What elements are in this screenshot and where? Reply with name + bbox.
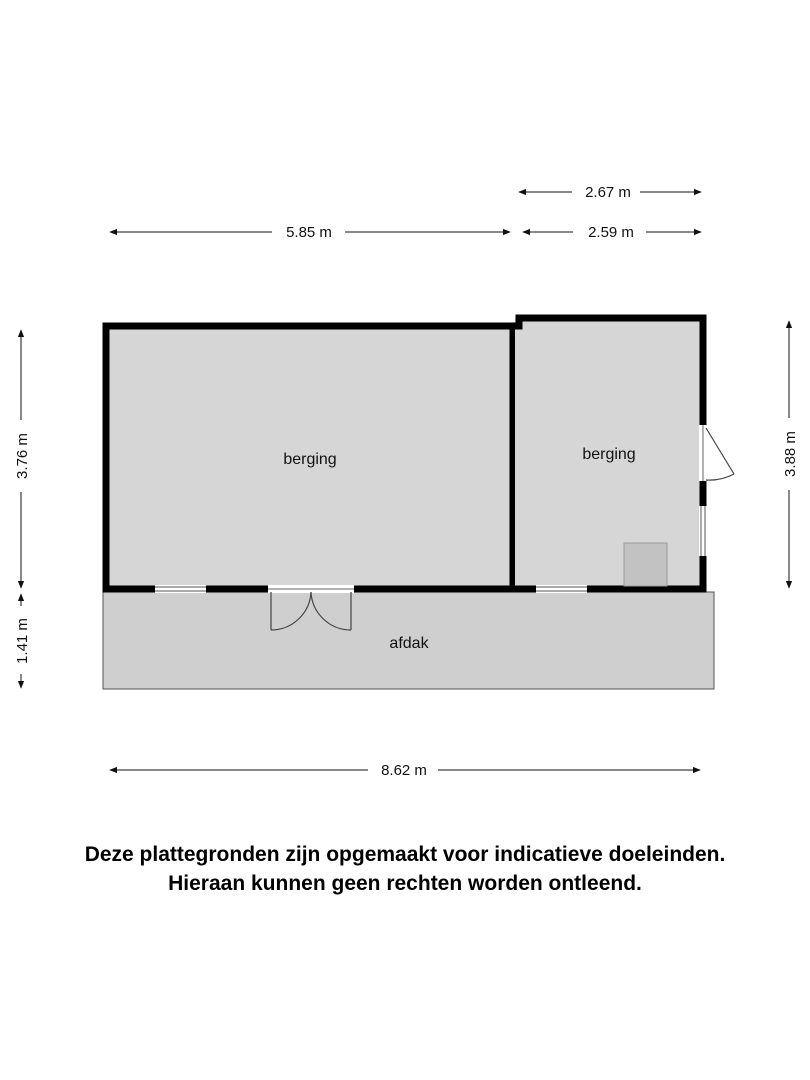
window-right [536, 585, 587, 593]
dim-left-lower [14, 594, 31, 688]
dim-top-right-inner [523, 224, 701, 241]
dim-label-left-lower: 1.41 m [14, 618, 31, 664]
dim-label-top-right-outer: 2.67 m [585, 184, 631, 201]
window-left [155, 585, 206, 593]
room-label-left: berging [283, 451, 337, 468]
dim-bottom [110, 762, 700, 779]
dim-right [782, 321, 799, 588]
dim-label-bottom: 8.62 m [381, 762, 427, 779]
disclaimer-line-2: Hieraan kunnen geen rechten worden ontleend. [168, 872, 642, 895]
side-window [699, 506, 708, 556]
dim-label-top-left: 5.85 m [286, 224, 332, 241]
dim-label-right: 3.88 m [782, 431, 799, 477]
dim-left-upper [14, 330, 31, 588]
disclaimer [0, 840, 810, 898]
dim-label-left-upper: 3.76 m [14, 433, 31, 479]
dim-top-left [110, 224, 510, 241]
storage-fixture [624, 543, 667, 586]
side-door [699, 425, 734, 481]
room-label-right: berging [582, 446, 636, 463]
dim-label-top-right-inner: 2.59 m [588, 224, 634, 241]
disclaimer-line-1: Deze plattegronden zijn opgemaakt voor indicatieve doeleinden. [84, 843, 726, 866]
dim-top-right-outer [519, 184, 701, 201]
room-label-canopy: afdak [389, 635, 429, 652]
